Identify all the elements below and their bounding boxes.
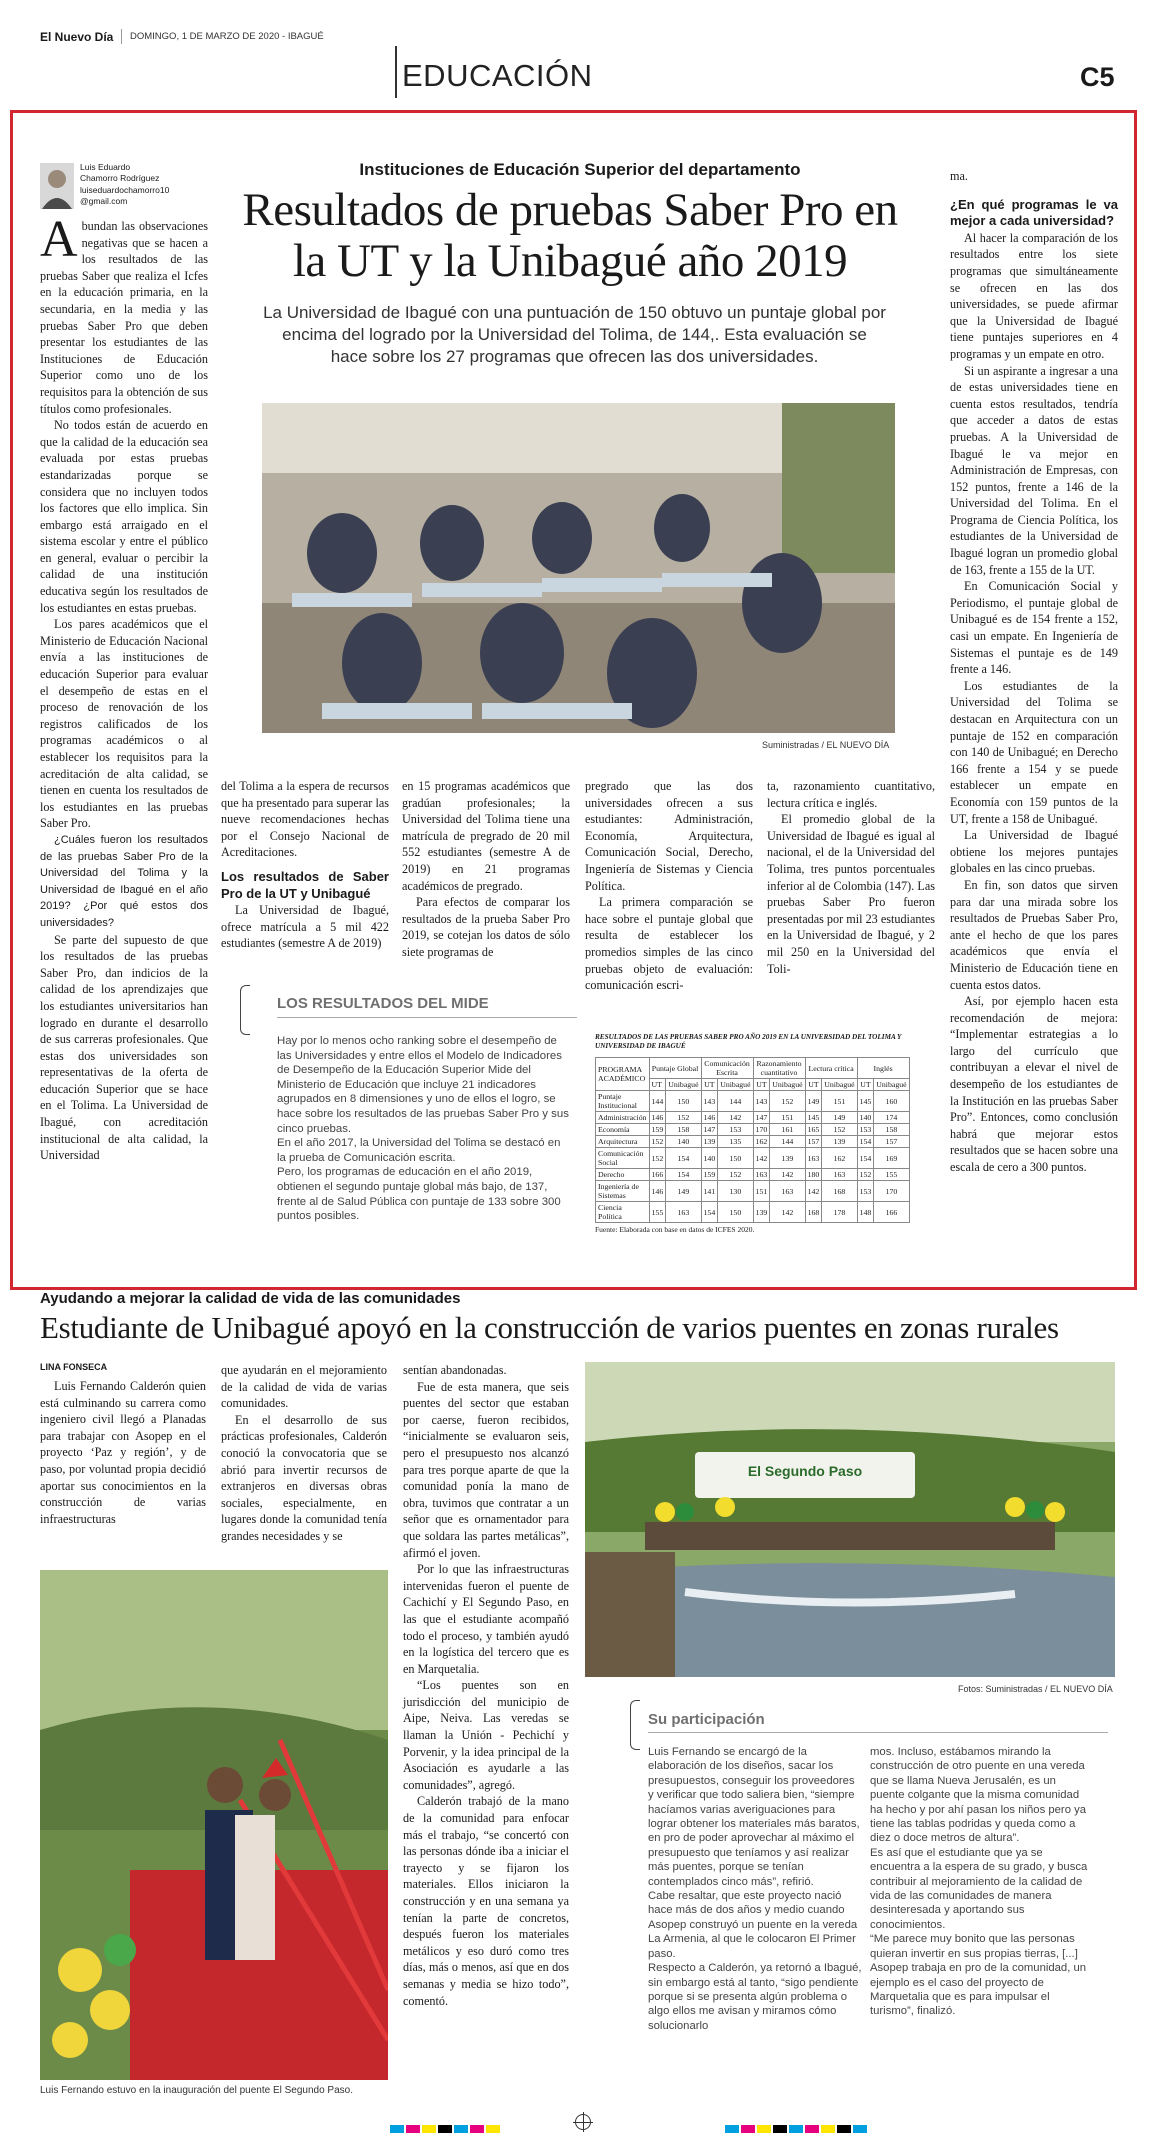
table-cell: 163 — [822, 1169, 857, 1181]
table-cell: 142 — [753, 1148, 770, 1169]
paragraph: Los estudiantes de la Universidad del Tolima se destacan en Arquitectura con un puntaje de 152 en comparación con 140 de Unibagué; en Derecho 166 frente a 154 y se puede establecer un empate en Economía con 159 puntos de la UT, frente a 158 de Unibagué. — [950, 678, 1118, 826]
paragraph: “Los puentes son en jurisdicción del municipio de Aipe, Neiva. Las veredas se llaman la Unión - Pechichí y Porvenir, y la idea principal de la Asociación es ayudarle a las comunidades”, agregó. — [403, 1678, 569, 1792]
table-cell: 159 — [649, 1124, 666, 1136]
table-cell: 149 — [805, 1091, 822, 1112]
results-table-block — [595, 1033, 907, 1234]
article-headline: Resultados de pruebas Saber Pro en la UT y la Unibagué año 2019 — [242, 184, 898, 287]
table-cell: 139 — [753, 1202, 770, 1223]
masthead-divider — [121, 29, 122, 44]
paragraph: del Tolima a la espera de recursos que ha presentado para superar las nueve recomendaciones hechas por el Consejo Nacional de Acreditaciones. — [221, 779, 389, 860]
table-cell: 150 — [718, 1202, 753, 1223]
table-cell: 155 — [649, 1202, 666, 1223]
article-column-1 — [40, 211, 208, 1164]
table-row — [596, 1148, 910, 1169]
table-cell: 159 — [701, 1169, 718, 1181]
banner-text: El Segundo Paso — [747, 1463, 863, 1479]
participation-rule — [648, 1732, 1108, 1733]
table-cell: 144 — [770, 1136, 805, 1148]
paragraph: Por lo que las infraestructuras intervenidas fueron el puente de Cachichí y El Segundo Paso, en las que el estudiante acompañó todo el proceso, y también ayudó en la logística del tercero que es en Marquetalia. — [403, 1562, 569, 1676]
table-cell: 158 — [666, 1124, 701, 1136]
table-cell: 140 — [701, 1148, 718, 1169]
table-subheader: UT — [857, 1079, 874, 1091]
table-cell: 143 — [701, 1091, 718, 1112]
table-cell: 149 — [666, 1181, 701, 1202]
table-cell: 163 — [770, 1181, 805, 1202]
paragraph: Para efectos de comparar los resultados de la prueba Saber Pro 2019, se cotejan los datos de sólo siete programas de — [402, 895, 570, 959]
table-cell: 168 — [822, 1181, 857, 1202]
table-cell: 152 — [718, 1169, 753, 1181]
paragraph: que ayudarán en el mejoramiento de la calidad de vida de varias comunidades. — [221, 1363, 387, 1411]
table-row — [596, 1202, 910, 1223]
table-cell: 144 — [718, 1091, 753, 1112]
table-cell: 146 — [649, 1112, 666, 1124]
article2-kicker: Ayudando a mejorar la calidad de vida de las comunidades — [40, 1290, 461, 1307]
table-row — [596, 1169, 910, 1181]
table-cell: 139 — [822, 1136, 857, 1148]
table-cell: 170 — [874, 1181, 909, 1202]
paragraph: No todos están de acuerdo en que la calidad de la educación sea evaluada por estas pruebas estandarizadas porque se considera que no incluyen todos los factores que ello implica. Sin embargo está arraigado en el sistema escolar y entre el público en general, evaluar o percibir la calidad de una institución educativa según los resultados de los estudiantes en estas pruebas. — [40, 418, 208, 615]
table-cell: 144 — [649, 1091, 666, 1112]
table-cell: 153 — [718, 1124, 753, 1136]
paragraph: En fin, son datos que sirven para dar una mirada sobre los resultados de Pruebas Saber Pro, ante el hecho de que los pares académicos que envía el Ministerio de Educación tiene en cuenta estos datos. — [950, 877, 1118, 992]
table-cell: Economía — [596, 1124, 650, 1136]
drop-cap: A — [40, 211, 78, 268]
section-title: EDUCACIÓN — [402, 58, 593, 93]
paragraph: Luis Fernando Calderón quien está culminando su carrera como ingeniero civil llegó a Planadas para trabajar con Asopep en el proyecto ‘Paz y región’, y de paso, por voluntad propia decidió aportar sus conocimientos en la construcción de varias infraestructuras — [40, 1379, 206, 1526]
table-subheader: UT — [805, 1079, 822, 1091]
table-cell: 149 — [822, 1112, 857, 1124]
registration-marks-left — [390, 2120, 502, 2138]
table-cell: 140 — [666, 1136, 701, 1148]
inauguration-photo — [40, 1570, 388, 2080]
paragraph: sentían abandonadas. — [403, 1363, 507, 1377]
table-cell: 165 — [805, 1124, 822, 1136]
table-subheader: UT — [701, 1079, 718, 1091]
author-email: luiseduardochamorro10@gmail.com — [80, 185, 170, 206]
table-subheader: UT — [753, 1079, 770, 1091]
table-cell: Arquitectura — [596, 1136, 650, 1148]
table-subheader: Unibagué — [666, 1079, 701, 1091]
table-cell: 140 — [857, 1112, 874, 1124]
table-cell: 143 — [753, 1091, 770, 1112]
table-subheader: Unibagué — [822, 1079, 857, 1091]
article-kicker: Instituciones de Educación Superior del departamento — [359, 160, 801, 179]
article-column-3 — [402, 778, 570, 961]
table-cell: 178 — [822, 1202, 857, 1223]
article-column-2 — [221, 778, 389, 952]
table-cell: 142 — [805, 1181, 822, 1202]
photo-credit: Suministradas / EL NUEVO DÍA — [762, 740, 890, 750]
table-cell: 162 — [753, 1136, 770, 1148]
paragraph: El promedio global de la Universidad de Ibagué es igual al nacional, el de la Universidad del Tolima, tres puntos porcentuales inferior al de Colombia (147). Las pruebas Saber Pro fueron presentadas por mil 23 estudiantes en la Universidad de Ibagué, y 2 mil 250 en la Universidad del Toli- — [767, 812, 935, 976]
paragraph: En el desarrollo de sus prácticas profesionales, Calderón conoció la convocatoria que se abrió para invertir recursos de extranjeros en diversas obras sociales, especialmente, en lugares donde la comunidad tenía grandes necesidades y se — [221, 1412, 387, 1543]
paragraph: ¿Cuáles fueron los resultados de las pruebas Saber Pro de la Universidad del Tolima y la Universidad de Ibagué en el año 2019? ¿Por qué estos dos universidades? — [40, 833, 208, 929]
mide-box-text — [277, 1034, 571, 1224]
participation-title: Su participación — [648, 1711, 765, 1728]
table-cell: 163 — [753, 1169, 770, 1181]
table-cell: 174 — [874, 1112, 909, 1124]
page-number: C5 — [1080, 62, 1115, 92]
participation-column-1: Luis Fernando se encargó de la elaboración de los diseños, sacar los presupuestos, conseguir los proveedores y verificar que todo saliera bien, “siempre hacíamos varias averiguaciones para lograr obtener los materiales más baratos, en pro de poder aprovechar al máximo el presupuesto que teníamos y así realizar más puentes, porque se tenían contemplados cinco más”, refirió. Cabe resaltar, que este proyecto nació hace más de dos años y medio cuando Asopep construyó un puente en la vereda La Armenia, al que le colocaron El Primer paso. Respecto a Calderón, ya retornó a Ibagué, sin embargo está al tanto, “sigo pendiente porque si se presenta algún problema o algo ellos me avisan y miramos cómo solucionarlo — [648, 1746, 862, 2032]
participation-column-2: mos. Incluso, estábamos mirando la construcción de otro puente en una vereda que se llama Nueva Jerusalén, es un puente colgante que la misma comunidad ha hecho y por ahí pasan los niños pero ya tiene las tablas podridas y queda como a diez o doce metros de altura”. Es así que el estudiante que ya se encuentra a la espera de su grado, y busca contribuir al mejoramiento de la calidad de vida de las comunidades de manera desinteresada y aportando sus conocimientos. “Me parece muy bonito que las personas quieran invertir en sus propias tierras, [...] Asopep trabaja en pro de la comunidad, un ejemplo es el caso del proyecto de Marquetalia que es para impulsar el turismo”, finalizó. — [870, 1746, 1088, 2018]
table-cell: 155 — [874, 1169, 909, 1181]
mide-box-bracket — [240, 985, 250, 1035]
table-cell: 151 — [753, 1181, 770, 1202]
table-cell: 139 — [770, 1148, 805, 1169]
table-row — [596, 1091, 910, 1112]
table-cell: 170 — [753, 1124, 770, 1136]
table-cell: 145 — [857, 1091, 874, 1112]
table-cell: Ingeniería de Sistemas — [596, 1181, 650, 1202]
table-cell: Ciencia Política — [596, 1202, 650, 1223]
table-cell: 180 — [805, 1169, 822, 1181]
table-cell: 135 — [718, 1136, 753, 1148]
table-cell: 151 — [770, 1112, 805, 1124]
table-subheader: Unibagué — [874, 1079, 909, 1091]
participation-bracket — [630, 1700, 640, 1750]
table-cell: 158 — [874, 1124, 909, 1136]
table-cell: 130 — [718, 1181, 753, 1202]
author-name: Luis Eduardo Chamorro Rodríguez — [80, 162, 160, 183]
results-table — [595, 1057, 910, 1223]
table-cell: 154 — [701, 1202, 718, 1223]
table-cell: Comunicación Social — [596, 1148, 650, 1169]
mide-box-title: LOS RESULTADOS DEL MIDE — [277, 995, 489, 1012]
byline: LINA FONSECA — [40, 1362, 108, 1372]
table-cell: 163 — [805, 1148, 822, 1169]
section-divider — [395, 46, 397, 98]
bridge-photo — [585, 1362, 1115, 1677]
table-cell: 154 — [666, 1169, 701, 1181]
table-cell: Puntaje Institucional — [596, 1091, 650, 1112]
inauguration-photo-caption: Luis Fernando estuvo en la inauguración del puente El Segundo Paso. — [40, 2085, 354, 2096]
bridge-photo-credit: Fotos: Suministradas / EL NUEVO DÍA — [958, 1684, 1113, 1694]
table-cell: 153 — [857, 1181, 874, 1202]
table-cell: 152 — [822, 1124, 857, 1136]
registration-target-icon — [575, 2114, 591, 2130]
table-cell: 147 — [701, 1124, 718, 1136]
table-row — [596, 1112, 910, 1124]
paragraph: Calderón trabajó de la mano de la comunidad para enfocar más el trabajo, “se concertó con las personas dónde iba a iniciar el trayecto y se fijaron los materiales. Ellos iniciaron la construcción y en una semana ya tenían la parte de concretos, después fueron los materiales metálicos y eso duró como tres días, más o menos, así que en dos semanas y media se hizo todo”, comentó. — [403, 1794, 569, 2008]
table-cell: 154 — [857, 1136, 874, 1148]
article-column-6 — [950, 168, 1118, 1176]
paragraph: En Comunicación Social y Periodismo, el puntaje global de Unibagué es de 154 frente a 152, casi un empate. En Ingeniería de Sistemas el puntaje es de 149 frente a 146. — [950, 579, 1118, 677]
table-cell: 168 — [805, 1202, 822, 1223]
table-cell: 160 — [874, 1091, 909, 1112]
table-cell: Administración — [596, 1112, 650, 1124]
paragraph: Fue de esta manera, que seis puentes del sector que estaban por caerse, fueron recibidos, “inicialmente se evaluaron seis, pero el presupuesto nos alcanzó para tres porque aparte de que la comunidad ponía la mano de obra, tuvimos que contratar a un señor que es ornamentador para que soldara las partes metálicas”, afirmó el joven. — [403, 1379, 569, 1560]
author-photo — [40, 163, 74, 209]
table-cell: 139 — [701, 1136, 718, 1148]
masthead-logo: El Nuevo Día — [40, 30, 114, 44]
article-deck: La Universidad de Ibagué con una puntuación de 150 obtuvo un puntaje global por encima del logrado por la Universidad del Tolima, de 144,. Esta evaluación se hace sobre los 27 programas que ofrecen las dos universidades. — [263, 303, 886, 366]
table-cell: 152 — [649, 1136, 666, 1148]
registration-marks-right — [725, 2120, 869, 2138]
table-cell: 152 — [649, 1148, 666, 1169]
dateline: DOMINGO, 1 DE MARZO DE 2020 - IBAGUÉ — [130, 31, 324, 42]
table-header: PROGRAMA ACADÉMICO — [596, 1058, 650, 1091]
paragraph: En el año 2017, la Universidad del Tolima se destacó en la prueba de Comunicación escrita. — [277, 1137, 561, 1164]
table-cell: 150 — [718, 1148, 753, 1169]
table-cell: 142 — [770, 1169, 805, 1181]
table-cell: 166 — [874, 1202, 909, 1223]
table-cell: 154 — [857, 1148, 874, 1169]
table-header: Lectura crítica — [805, 1058, 857, 1079]
table-cell: 152 — [666, 1112, 701, 1124]
table-source: Fuente: Elaborada con base en datos de ICFES 2020. — [595, 1225, 755, 1234]
table-cell: 169 — [874, 1148, 909, 1169]
table-cell: 151 — [822, 1091, 857, 1112]
paragraph: ta, razonamiento cuantitativo, lectura crítica e inglés. — [767, 779, 935, 810]
paragraph: pregrado que las dos universidades ofrecen a sus estudiantes: Administración, Economía, Arquitectura, Comunicación Social, Derecho, Ingeniería de Sistemas y Ciencia Política. — [585, 779, 753, 893]
table-title: RESULTADOS DE LAS PRUEBAS SABER PRO AÑO 2019 EN LA UNIVERSIDAD DEL TOLIMA Y UNIVERSIDAD DE IBAGUÉ — [595, 1033, 902, 1050]
table-cell: 152 — [857, 1169, 874, 1181]
table-cell: 154 — [666, 1148, 701, 1169]
table-header: Razonamiento cuantitativo — [753, 1058, 805, 1079]
paragraph: Los pares académicos que el Ministerio de Educación Nacional envía a las instituciones de educación Superior para evaluar el desempeño de estas en el proceso de renovación de los registros calificados de los programas académicos o al establecer los requisitos para la acreditación de alta calidad, se tienen en cuenta los resultados de los estudiantes en las pruebas Saber Pro. — [40, 617, 208, 831]
table-header: Inglés — [857, 1058, 909, 1079]
table-cell: 145 — [805, 1112, 822, 1124]
table-cell: 153 — [857, 1124, 874, 1136]
subhead: ¿En qué programas le va mejor a cada universidad? — [950, 196, 1118, 229]
table-cell: 161 — [770, 1124, 805, 1136]
paragraph: La Universidad de Ibagué, ofrece matrícula a 5 mil 422 estudiantes (semestre A de 2019) — [221, 903, 389, 951]
table-cell: 142 — [770, 1202, 805, 1223]
table-cell: 146 — [649, 1181, 666, 1202]
article2-column-3 — [403, 1362, 569, 2009]
paragraph: La primera comparación se hace sobre el puntaje global que resulta de establecer los promedios simples de las cinco pruebas objeto de evaluación: comunicación escri- — [585, 895, 753, 993]
table-cell: 148 — [857, 1202, 874, 1223]
table-cell: 157 — [874, 1136, 909, 1148]
table-subheader: Unibagué — [770, 1079, 805, 1091]
paragraph: Pero, los programas de educación en el año 2019, obtienen el segundo puntaje global más bajo, de 137, frente al de Salud Pública con puntaje de 133 sobre 300 puntos posibles. — [277, 1166, 561, 1223]
table-cell: 152 — [770, 1091, 805, 1112]
table-row — [596, 1124, 910, 1136]
paragraph: Al hacer la comparación de los resultados entre los siete programas que simultáneamente se ofrecen en las dos universidades, se puede afirmar que la Universidad de Ibagué tiene puntajes superiores en 4 programas y un empate en otro. — [950, 230, 1118, 361]
paragraph — [40, 211, 208, 417]
table-subheader: Unibagué — [718, 1079, 753, 1091]
exam-photo — [262, 403, 895, 733]
article-column-5 — [767, 778, 935, 977]
mide-box-rule — [277, 1017, 577, 1018]
table-row — [596, 1136, 910, 1148]
paragraph: La Universidad de Ibagué obtiene los mejores puntajes globales en las cinco pruebas. — [950, 828, 1118, 876]
article2-column-2 — [221, 1362, 387, 1545]
paragraph: Si un aspirante a ingresar a una de estas universidades tiene en cuenta estos resultados, tendría que acceder a datos de estas pruebas. A la Universidad de Ibagué le va mejor en Administración de Empresas, con 152 puntos, frente a 146 de la Universidad del Tolima. En el Programa de Ciencia Política, los estudiantes de la Universidad de Ibagué logran un promedio global de 163, frente a 155 de la UT. — [950, 363, 1118, 577]
table-row — [596, 1181, 910, 1202]
table-cell: 146 — [701, 1112, 718, 1124]
paragraph: ma. — [950, 169, 968, 183]
paragraph: Hay por lo menos ocho ranking sobre el desempeño de las Universidades y entre ellos el Modelo de Indicadores de Desempeño de la Educación Superior Mide del Ministerio de Educación que incluye 21 indicadores agrupados en 8 dimensiones y uno de ellos el logro, se hace sobre los resultados de las pruebas Saber Pro y sus cinco pruebas. — [277, 1035, 569, 1135]
table-cell: 162 — [822, 1148, 857, 1169]
table-cell: 147 — [753, 1112, 770, 1124]
table-cell: 163 — [666, 1202, 701, 1223]
paragraph: en 15 programas académicos que gradúan profesionales; la Universidad del Tolima tiene una matrícula de pregrado de 20 mil 552 estudiantes (semestre A de 2019) en 21 programas académicos de pregrado. — [402, 779, 570, 893]
subhead: Los resultados de Saber Pro de la UT y Unibagué — [221, 868, 389, 901]
table-cell: 142 — [718, 1112, 753, 1124]
article2-headline: Estudiante de Unibagué apoyó en la construcción de varios puentes en zonas rurales — [40, 1310, 1059, 1345]
table-cell: 157 — [805, 1136, 822, 1148]
article-column-4 — [585, 778, 753, 994]
table-cell: 141 — [701, 1181, 718, 1202]
table-header: Puntaje Global — [649, 1058, 701, 1079]
table-cell: 150 — [666, 1091, 701, 1112]
article2-column-1 — [40, 1378, 206, 1527]
table-cell: 166 — [649, 1169, 666, 1181]
table-subheader: UT — [649, 1079, 666, 1091]
table-cell: Derecho — [596, 1169, 650, 1181]
paragraph: Así, por ejemplo hacen esta recomendación de mejora: “Implementar estrategias a lo largo del currículo que contribuyan a elevar el nivel de desempeño de los estudiantes de la Institución en las pruebas Saber Pro”. Entonces, como conclusión habrá que mejorar estos resultados que se hacen sobre una escala de cero a 300 puntos. — [950, 994, 1118, 1175]
paragraph: Se parte del supuesto de que los resultados de las pruebas Saber Pro, dan indicios de la calidad de los aprendizajes que los estudiantes universitarios han logrado en durante el desarrollo de sus carreras profesionales. Que estas dos universidades son representativas de la oferta de educación Superior que se hace en el Tolima. La Universidad de Ibagué, con acreditación institucional de alta calidad, la Universidad — [40, 932, 208, 1163]
table-header: Comunicación Escrita — [701, 1058, 753, 1079]
paragraph-text: bundan las observaciones negativas que se hacen a los resultados de las pruebas Saber que realiza el Icfes en la educación primaria, en la secundaria, en la media y las pruebas Saber Pro que deben presentar los estudiantes de las Instituciones de Educación Superior como uno de los requisitos para la obtención de sus títulos como profesionales. — [40, 219, 208, 416]
